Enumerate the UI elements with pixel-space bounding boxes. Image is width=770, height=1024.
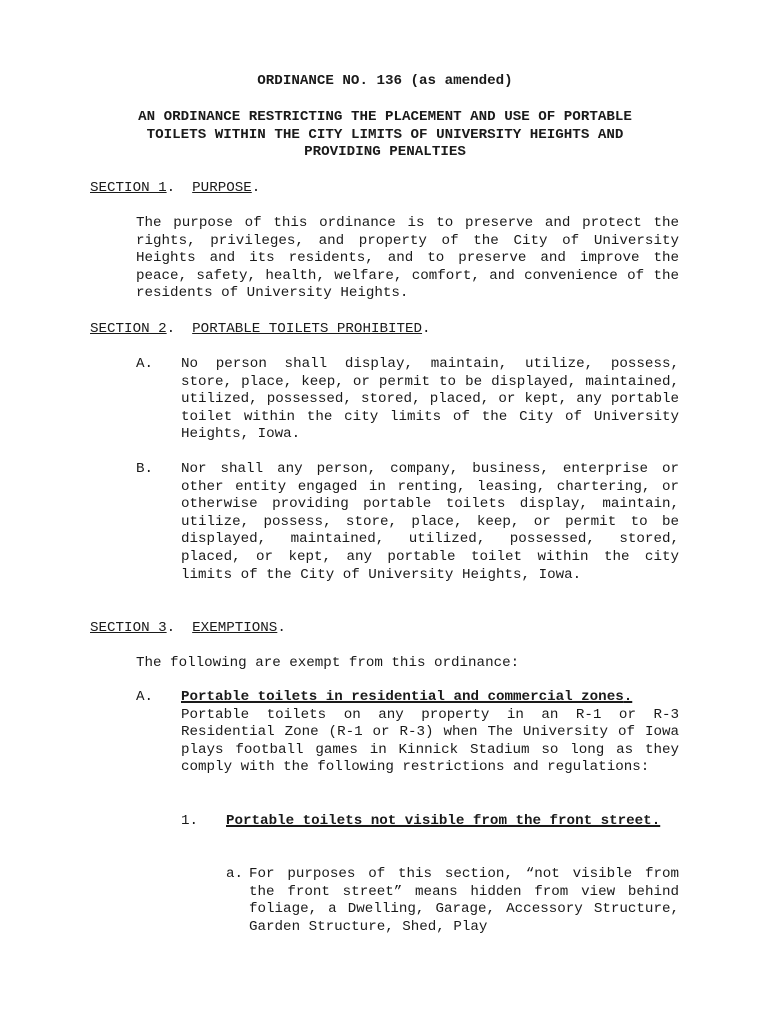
section-1-heading: SECTION 1. PURPOSE. xyxy=(90,180,261,196)
section-3-sub-1a-label: a. xyxy=(226,866,244,882)
section-3-sub-1-label: 1. xyxy=(181,813,199,829)
section-3-item-a-label: A. xyxy=(136,689,154,705)
section-3-item-a: Portable toilets in residential and commercial zones. Portable toilets on any property in an R-1 or R-3 Residential Zone (R-1 or R-3) when The University of Iowa plays football games in Kinnick Stadium so long as they comply with the following restrictions and regulations: xyxy=(181,689,679,776)
section-3-sub-1a-text: For purposes of this section, “not visible from the front street” means hidden from view behind foliage, a Dwelling, Garage, Accessory Structure, Garden Structure, Shed, Play xyxy=(249,866,679,935)
section-3-number: SECTION 3 xyxy=(90,620,167,636)
ordinance-subtitle: AN ORDINANCE RESTRICTING THE PLACEMENT AND USE OF PORTABLE TOILETS WITHIN THE CITY LIMITS OF UNIVERSITY HEIGHTS AND PROVIDING PENALTIES xyxy=(138,109,632,161)
section-2-item-a-text: No person shall display, maintain, utilize, possess, store, place, keep, or permit to be displayed, maintained, utilized, possessed, stored, placed, or kept, any portable toilet within the city limits of the City of University Heights, Iowa. xyxy=(181,356,679,443)
section-2-item-b-label: B. xyxy=(136,461,154,477)
section-2-item-b-text: Nor shall any person, company, business, enterprise or other entity engaged in renting, leasing, chartering, or otherwise providing portable toilets display, maintain, utilize, possess, store, place, keep, or permit to be displayed, maintained, utilized, possessed, stored, placed, or kept, any portable toilet within the city limits of the City of University Heights, Iowa. xyxy=(181,461,679,583)
section-1-body: The purpose of this ordinance is to preserve and protect the rights, privileges, and property of the City of University Heights and its residents, and to preserve and improve the peace, safety, health, welfare, comfort, and convenience of the residents of University Heights. xyxy=(136,215,679,302)
section-1-title: PURPOSE xyxy=(192,180,252,196)
section-3-item-a-body: Portable toilets on any property in an R-1 or R-3 Residential Zone (R-1 or R-3) when The University of Iowa plays football games in Kinnick Stadium so long as they comply with the following restrictions and regulations: xyxy=(181,706,679,776)
section-2-title: PORTABLE TOILETS PROHIBITED xyxy=(192,321,423,337)
section-3-heading: SECTION 3. EXEMPTIONS. xyxy=(90,620,286,636)
section-2-number: SECTION 2 xyxy=(90,321,167,337)
section-3-title: EXEMPTIONS xyxy=(192,620,278,636)
section-3-sub-1-heading: Portable toilets not visible from the front street. xyxy=(226,813,661,829)
ordinance-title: ORDINANCE NO. 136 (as amended) xyxy=(257,73,513,89)
section-2-heading: SECTION 2. PORTABLE TOILETS PROHIBITED. xyxy=(90,321,431,337)
section-3-intro: The following are exempt from this ordinance: xyxy=(136,655,520,671)
section-2-item-a-label: A. xyxy=(136,356,154,372)
section-3-item-a-heading: Portable toilets in residential and commercial zones xyxy=(181,689,624,705)
section-1-number: SECTION 1 xyxy=(90,180,167,196)
